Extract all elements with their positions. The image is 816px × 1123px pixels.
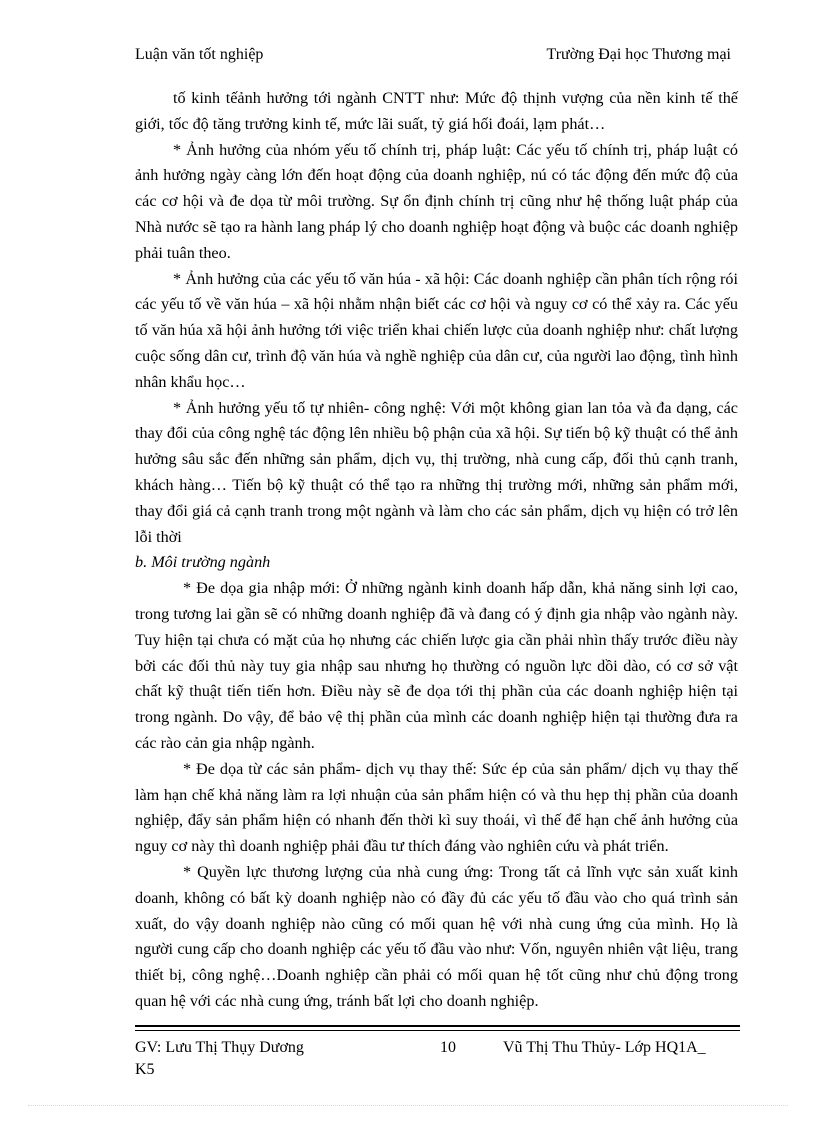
- section-heading-industry-environment: b. Môi trường ngành: [135, 553, 271, 572]
- paragraph-substitutes: * Đe dọa từ các sản phẩm- dịch vụ thay thế: Sức ép của sản phẩm/ dịch vụ thay thế làm hạn chế khả năng làm ra lợi nhuận của sản phẩm hiện có và thu hẹp thị phần của doanh nghiệp, đẩy sản phẩm hiện có nhanh đến thời kì suy thoái, vì thế để hạn chế ảnh hưởng của nguy cơ này thì doanh nghiệp phải đầu tư thích đáng vào nghiên cứu và phát triển.: [135, 759, 738, 856]
- footer-student-continuation: K5: [135, 1061, 155, 1078]
- footer-teacher: GV: Lưu Thị Thụy Dương: [135, 1039, 304, 1056]
- page-header: [135, 46, 731, 70]
- header-university-name: Trường Đại học Thương mại: [546, 46, 731, 63]
- paragraph-political-legal: * Ảnh hưởng của nhóm yếu tố chính trị, pháp luật: Các yếu tố chính trị, pháp luật có ảnh hưởng ngày càng lớn đến hoạt động của doanh nghiệp, nú có tác động đến mức độ của các cơ hội và đe dọa từ môi trường. Sự ổn định chính trị cũng như hệ thống luật pháp của Nhà nước sẽ tạo ra hành lang pháp lý cho doanh nghiệp hoạt động và buộc các doanh nghiệp phải tuân theo.: [135, 140, 738, 262]
- footer-student: Vũ Thị Thu Thủy- Lớp HQ1A_: [503, 1039, 706, 1056]
- footer-divider-thick: [135, 1025, 740, 1027]
- paragraph-nature-technology: * Ảnh hưởng yếu tố tự nhiên- công nghệ: Với một không gian lan tỏa và đa dạng, các thay đổi của công nghệ tác động lên nhiều bộ phận của xã hội. Sự tiến bộ kỹ thuật có thể ảnh hưởng sâu sắc đến những sản phẩm, dịch vụ, thị trường, nhà cung cấp, đối thủ cạnh tranh, khách hàng… Tiến bộ kỹ thuật có thể tạo ra những thị trường mới, những sản phẩm mới, thay đổi giá cả cạnh tranh trong một ngành và làm cho các sản phẩm, dịch vụ hiện có trở lên lỗi thời: [135, 398, 738, 546]
- paragraph-supplier-power: * Quyền lực thương lượng của nhà cung ứng: Trong tất cả lĩnh vực sản xuất kinh doanh, không có bất kỳ doanh nghiệp nào có đầy đủ các yếu tố đầu vào cho quá trình sản xuất, do vậy doanh nghiệp nào cũng có mối quan hệ với nhà cung ứng của mình. Họ là người cung cấp cho doanh nghiệp các yếu tố đầu vào như: Vốn, nguyên nhiên vật liệu, trang thiết bị, công nghệ…Doanh nghiệp cần phải có mối quan hệ tốt cũng như chủ động trong quan hệ với các nhà cung ứng, tránh bất lợi cho doanh nghiệp.: [135, 862, 738, 1010]
- header-thesis-title: Luận văn tốt nghiệp: [135, 46, 264, 63]
- paragraph-cultural-social: * Ảnh hưởng của các yếu tố văn húa - xã hội: Các doanh nghiệp cần phân tích rộng rói các yếu tố về văn húa – xã hội nhằm nhận biết các cơ hội và nguy cơ có thể xảy ra. Các yếu tố văn húa xã hội ảnh hưởng tới việc triển khai chiến lược của doanh nghiệp như: chất lượng cuộc sống dân cư, trình độ văn húa và nghề nghiệp của dân cư, của người lao động, tình hình nhân khẩu học…: [135, 269, 738, 391]
- paragraph-new-entrants: * Đe dọa gia nhập mới: Ở những ngành kinh doanh hấp dẫn, khả năng sinh lợi cao, trong tương lai gần sẽ có những doanh nghiệp đã và đang có ý định gia nhập vào ngành này. Tuy hiện tại chưa có mặt của họ nhưng các chiến lược gia cần phải nhìn thấy trước điều này bởi các đối thủ này tuy gia nhập sau nhưng họ thường có nguồn lực dồi dào, có cơ sở vật chất kỹ thuật tiến tiến hơn. Điều này sẽ đe dọa tới thị phần của các doanh nghiệp hiện tại trong ngành. Do vậy, để bảo vệ thị phần của mình các doanh nghiệp hiện tại thường đưa ra các rào cản gia nhập ngành.: [135, 579, 738, 752]
- page-bottom-border: [28, 1105, 788, 1106]
- footer-divider-thin: [135, 1030, 740, 1031]
- page-number: 10: [440, 1039, 456, 1056]
- document-body: [135, 86, 738, 1015]
- paragraph-economic-factors: tố kinh tếảnh hưởng tới ngành CNTT như: Mức độ thịnh vượng của nền kinh tế thế giới, tốc độ tăng trưởng kinh tế, mức lãi suất, tỷ giá hối đoái, lạm phát…: [135, 89, 738, 133]
